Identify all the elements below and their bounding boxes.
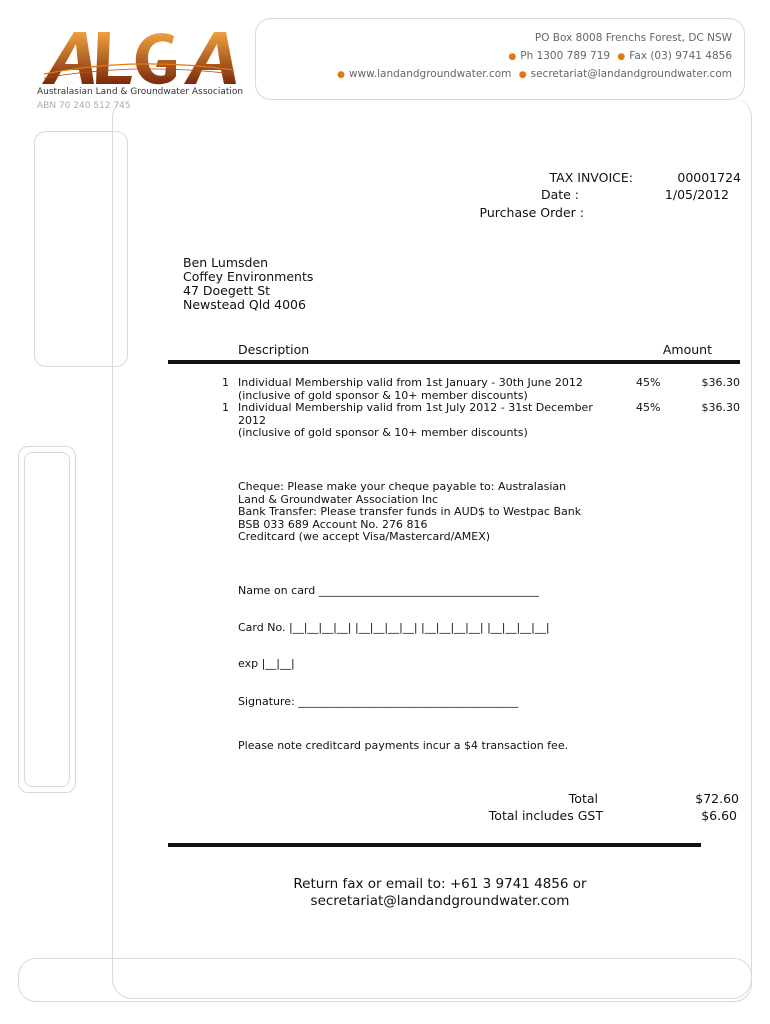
table-header-rule [168, 360, 740, 364]
line-item-qty: 1 [222, 401, 229, 414]
line-item-discount: 45% [636, 401, 661, 414]
web-email-line [333, 68, 732, 80]
org-name: Australasian Land & Groundwater Association [37, 87, 244, 97]
total-label: Total [568, 791, 598, 806]
description-header: Description [238, 342, 310, 357]
recipient-street: 47 Doegett St [183, 283, 271, 298]
return-email[interactable]: secretariat@landandgroundwater.com [310, 893, 570, 909]
return-instructions [200, 876, 680, 910]
tax-invoice-number: 00001724 [677, 170, 741, 185]
signature-field[interactable]: Signature: ________________________________________ [238, 695, 519, 708]
total-value: $72.60 [695, 791, 739, 806]
return-line-1: Return fax or email to: +61 3 9741 4856 or [293, 876, 587, 892]
outer-frame [112, 98, 752, 999]
line-item-qty: 1 [222, 376, 229, 389]
card-number-field[interactable]: Card No. |__|__|__|__| |__|__|__|__| |__|__|__|__| |__|__|__|__| [238, 621, 550, 634]
bullet-icon: ● [337, 70, 345, 80]
phone: Ph 1300 789 719 [520, 50, 611, 62]
bullet-icon: ● [518, 70, 527, 80]
line-item-description: Individual Membership valid from 1st January - 30th June 2012 [238, 376, 583, 389]
amount-header: Amount [662, 342, 712, 357]
side-tab-top [34, 131, 128, 367]
line-item-description: Individual Membership valid from 1st July 2012 - 31st December [238, 401, 593, 414]
bullet-icon: ● [617, 52, 626, 62]
line-item-discount: 45% [636, 376, 661, 389]
line-item-description-2: (inclusive of gold sponsor & 10+ member discounts) [238, 388, 528, 402]
line-item [222, 402, 742, 442]
po-box: PO Box 8008 Frenchs Forest, DC NSW [534, 32, 732, 44]
bullet-icon: ● [508, 52, 517, 62]
purchase-order-label: Purchase Order : [479, 205, 584, 220]
cheque-line-1: Cheque: Please make your cheque payable to: Australasian [238, 480, 567, 493]
creditcard-line: Creditcard (we accept Visa/Mastercard/AMEX) [238, 530, 491, 543]
line-item-amount: $36.30 [701, 376, 740, 389]
date-value: 1/05/2012 [664, 187, 729, 202]
gst-value: $6.60 [701, 808, 737, 823]
expiry-field[interactable]: exp |__|__| [238, 657, 295, 670]
line-item [222, 377, 742, 403]
creditcard-fee-note: Please note creditcard payments incur a $4 transaction fee. [238, 739, 569, 752]
side-tab-bottom-inner [24, 452, 70, 787]
payment-instructions [238, 481, 638, 544]
totals-rule [168, 843, 701, 847]
website-link[interactable]: www.landandgroundwater.com [348, 68, 512, 80]
line-item-description-2: 2012 [238, 413, 266, 427]
name-on-card-field[interactable]: Name on card ________________________________________ [238, 584, 539, 597]
recipient-company: Coffey Environments [183, 269, 314, 284]
bank-line-2: BSB 033 689 Account No. 276 816 [238, 517, 428, 531]
alga-logo [34, 26, 244, 90]
recipient-name: Ben Lumsden [183, 255, 269, 270]
email-link[interactable]: secretariat@landandgroundwater.com [530, 68, 732, 80]
line-item-amount: $36.30 [701, 401, 740, 414]
alga-logo-graphic [34, 26, 244, 90]
phone-fax-line [504, 50, 732, 62]
abn-number: ABN 70 240 512 745 [37, 101, 131, 111]
recipient-address [183, 256, 313, 312]
bank-line-1: Bank Transfer: Please transfer funds in AUD$ to Westpac Bank [238, 505, 582, 518]
date-label: Date : [540, 187, 579, 202]
cheque-line-2: Land & Groundwater Association Inc [238, 492, 439, 506]
tax-invoice-label: TAX INVOICE: [549, 170, 633, 185]
fax: Fax (03) 9741 4856 [629, 50, 732, 62]
gst-label: Total includes GST [488, 808, 603, 823]
bottom-frame [18, 958, 752, 1002]
line-item-description-3: (inclusive of gold sponsor & 10+ member discounts) [238, 426, 528, 439]
recipient-city: Newstead Qld 4006 [183, 297, 306, 312]
